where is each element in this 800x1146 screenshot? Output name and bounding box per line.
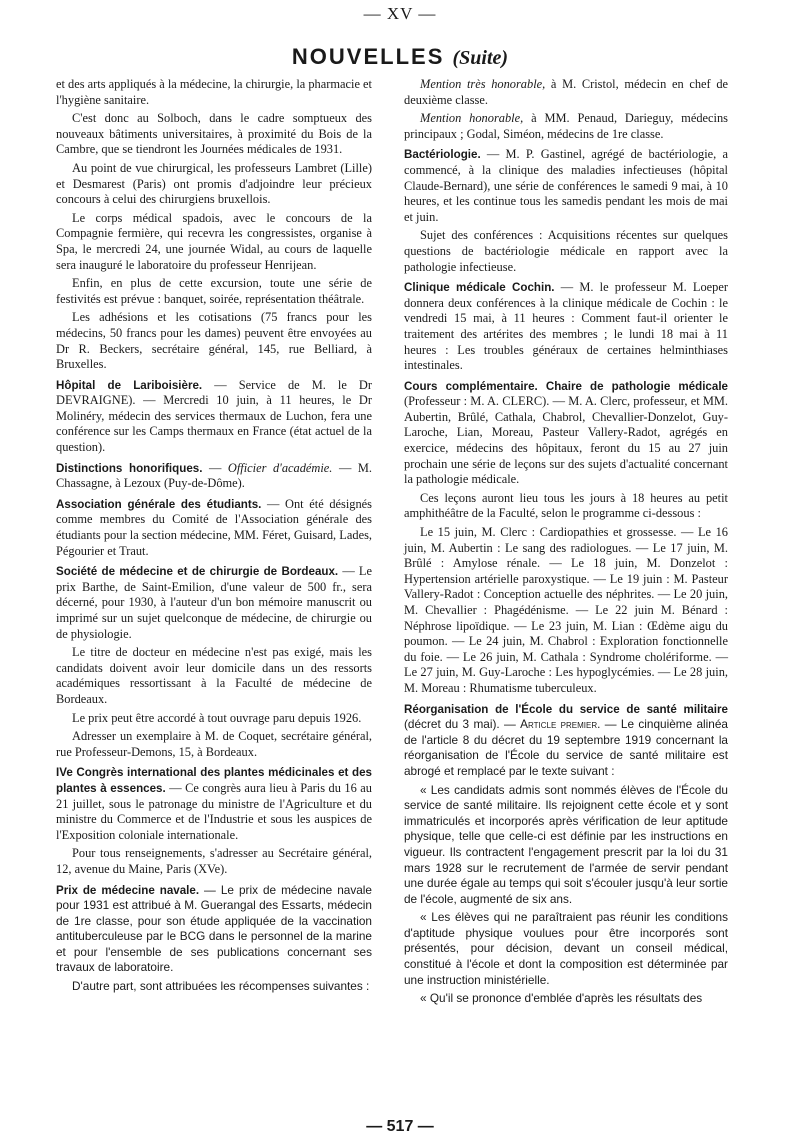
news-item-cours (404, 379, 728, 488)
paragraph: Le prix peut être accordé à tout ouvrage paru depuis 1926. (72, 710, 362, 725)
news-text: (décret du 3 mai). — (404, 717, 521, 732)
title-text: NOUVELLES (291, 44, 445, 69)
news-heading: Prix de médecine navale. (56, 883, 200, 897)
news-item-mention-2 (404, 111, 728, 142)
news-heading: Clinique médicale Cochin. (404, 281, 555, 295)
news-heading: Cours complémentaire. Chaire de pathologie médicale (404, 379, 728, 393)
news-text: — M. le professeur M. Loeper donnera deux conférences à la clinique médicale de Cochin : le vendredi 15 mai, à 11 heures : Comment faut-il orienter le traitement des artérites des membres ; le lundi 18 mai à 11 heures : Les troubles généraux de certaines helminthiases intestinales. (404, 280, 729, 373)
news-heading: IVe Congrès international des plantes médicinales et des plantes à essences. (56, 766, 372, 795)
paragraph: et des arts appliqués à la médecine, la chirurgie, la pharmacie et l'hygiène sanitaire. (56, 77, 372, 107)
article-label: Article premier. (520, 717, 601, 732)
news-italic: Mention honorable, (420, 111, 524, 126)
paragraph: « Les candidats admis sont nommés élèves de l'École du service de santé militaire. Ils rejoignent cette école et y sont immatriculés et incorporés après vérification de leur aptitude physique, telle que celle-ci est définie par les instructions en vigueur. Ils contractent l'engagement prescrit par la loi du 31 mars 1928 sur le recrutement de l'armée de servir pendant une durée égale au temps qui soit s'écouler jusqu'à leur sortie de l'école, augmenté de six ans. (404, 782, 728, 906)
paragraph: Sujet des conférences : Acquisitions récentes sur quelques questions de bactériologie médicale en rapport avec la pathologie infectieuse. (404, 228, 728, 274)
left-column (56, 77, 372, 998)
paragraph: « Les élèves qui ne paraîtraient pas réunir les conditions d'aptitude physique voulues pour être incorporés sont présentés, pour décision, devant un conseil médical, constitué à l'école et dont la composition est déterminée par une instruction ministérielle. (404, 910, 728, 987)
paragraph: C'est donc au Solboch, dans le cadre somptueux des nouveaux bâtiments universitaires, à proximité du Bois de la Cambre, que se tiendront les Journées médicales de 1931. (56, 111, 372, 157)
paragraph: Ces leçons auront lieu tous les jours à 18 heures au petit amphithéâtre de la Faculté, selon le programme ci-dessous : (404, 490, 728, 521)
news-text: — Le prix de médecine navale pour 1931 est attribué à M. Guerangal des Essarts, médecin de 1re classe, pour son étude appliquée de la vaccination antituberculeuse par le BCG dans le personnel de la marine et pour l'ensemble de ses publications concernant ses travaux de laboratoire. (56, 882, 372, 975)
news-item-mention-1 (404, 77, 728, 108)
news-item-congres (56, 765, 372, 843)
news-text: — M. P. Gastinel, agrégé de bactériologie, a commencé, à la clinique des maladies infectieuses (hôpital Claude-Bernard), une série de conférences le samedi 9 mai, à 10 heures, et les continue tous les samedis pendant les mois de mai et juin. (404, 147, 728, 224)
title-suffix: (Suite) (452, 47, 509, 69)
news-item-lariboisiere (56, 378, 372, 456)
news-heading: Réorganisation de l'École du service de santé militaire (404, 702, 728, 716)
news-item-association (56, 497, 372, 559)
paragraph: Pour tous renseignements, s'adresser au Secrétaire général, 12, avenue du Maine, Paris (XVe). (56, 846, 372, 876)
right-column (404, 77, 728, 1010)
paragraph: Les adhésions et les cotisations (75 francs pour les médecins, 50 francs pour les dames) peuvent être envoyées au Dr R. Beckers, secrétaire général, 145, rue Belliard, à Bruxelles. (56, 310, 372, 372)
news-text: — Ont été désignés comme membres du Comité de l'Association générale des étudiants pour la section médecine, MM. Féret, Guisard, Lades, Pégourier et Traut. (56, 496, 372, 558)
news-text: (Professeur : M. A. CLERC). — M. A. Clerc, professeur, et MM. Aubertin, Brûlé, Cathala, Chabrol, Chevallier-Donzelot, Guy-Laroche, Lian, Moreau, Pasteur Vallery-Radot, agrégés en exercice, médecins des hôpitaux, feront du 15 au 27 juin prochain une série de leçons sur des sujets d'actualité concernant la pathologie médicale. (404, 394, 728, 487)
news-italic: Officier d'académie. (227, 460, 333, 475)
news-text: à MM. Penaud, Darieguy, médecins principaux ; Godal, Siméon, médecins de 1re classe. (404, 111, 728, 141)
news-item-navale (56, 883, 372, 977)
news-dash: — (202, 460, 228, 475)
paragraph: Enfin, en plus de cette excursion, toute une série de festivités est prévue : banquet, soirée, représentation théâtrale. (56, 276, 372, 306)
news-item-distinctions (56, 461, 372, 492)
news-item-cochin (404, 280, 728, 374)
paragraph: Le corps médical spadois, avec le concours de la Compagnie fermière, qui recevra les congressistes, organise à Spa, le mercredi 24, une journée Widal, au cours de laquelle sera inauguré le laboratoire du professeur Henrijean. (56, 210, 372, 272)
page-title (0, 44, 800, 70)
page-roman-number: — XV — (363, 4, 437, 23)
news-text: — Ce congrès aura lieu à Paris du 16 au 21 juillet, sous le patronage du ministre de l'Agriculture et du ministre du Commerce et de l'Industrie et sous les auspices de l'Exposition coloniale internationale. (56, 780, 372, 842)
paragraph: Le titre de docteur en médecine n'est pas exigé, mais les candidats doivent avoir leur domicile dans un des ressorts académiques ressortissant à la Faculté de médecine de Bordeaux. (56, 645, 372, 706)
paragraph: D'autre part, sont attribuées les récompenses suivantes : (72, 979, 370, 994)
news-text: à M. Cristol, médecin en chef de deuxième classe. (404, 77, 729, 107)
news-text: — Le prix Barthe, de Saint-Emilion, d'une valeur de 500 fr., sera décerné, pour 1930, à l'auteur d'un bon mémoire manuscrit ou imprimé sur un sujet quelconque de médecine, de chirurgie ou de physiologie. (56, 564, 373, 641)
paragraph: Adresser un exemplaire à M. de Coquet, secrétaire général, rue Professeur-Demons, 15, à Bordeaux. (56, 729, 372, 759)
news-item-bordeaux (56, 564, 372, 642)
news-heading: Distinctions honorifiques. (56, 461, 203, 475)
paragraph: « Qu'il se prononce d'emblée d'après les résultats des (420, 991, 703, 1006)
news-heading: Association générale des étudiants. (56, 497, 262, 511)
news-text: — M. Chassagne, à Lezoux (Puy-de-Dôme). (56, 460, 372, 491)
paragraph: Au point de vue chirurgical, les professeurs Lambret (Lille) et Desmarest (Paris) ont promis d'adjoindre leur précieux concours à celui des chirurgiens bruxellois. (56, 160, 372, 207)
news-item-bacteriologie (404, 147, 728, 225)
page-number: — 517 — (366, 1118, 434, 1135)
news-heading: Hôpital de Lariboisière. (56, 378, 203, 392)
news-item-reorganisation (404, 702, 728, 780)
news-italic: Mention très honorable, (420, 77, 546, 91)
news-heading: Bactériologie. (404, 148, 481, 162)
news-text: — Service de M. le Dr DEVRAIGNE). — Mercredi 10 juin, à 11 heures, le Dr Molinéry, médecin des services thermaux de Luchon, fera une conférence sur les Camps thermaux en France (état actuel de la question). (56, 377, 372, 455)
news-text: — Le cinquième alinéa de l'article 8 du décret du 19 septembre 1919 concernant la réorganisation de l'École du service de santé militaire est abrogé et remplacé par le texte suivant : (404, 717, 728, 778)
lecture-programme: Le 15 juin, M. Clerc : Cardiopathies et grossesse. — Le 16 juin, M. Aubertin : Le sang des radiologues. — Le 17 juin, M. Brûlé : Amylose rénale. — Le 18 juin, M. Donzelot : Hypertension artérielle paroxystique. — Le 19 juin : M. Pasteur Vallery-Radot : Conception actuelle des néphrites. — Le 20 juin, M. Chevallier : Phagédénisme. — Le 22 juin M. Bénard : Néphrose lipoïdique. — Le 23 juin, M. Lian : Œdème aigu du poumon. — Le 24 juin, M. Chabrol : Exploration fonctionnelle du foie. — Le 26 juin, M. Cathala : Syndrome cholériforme. — Le 27 juin, M. Guy-Laroche : Les hypoglycémies. — Le 28 juin, M. Moreau : Rhumatisme tuberculeux. (404, 525, 728, 695)
news-heading: Société de médecine et de chirurgie de Bordeaux. (56, 565, 339, 579)
